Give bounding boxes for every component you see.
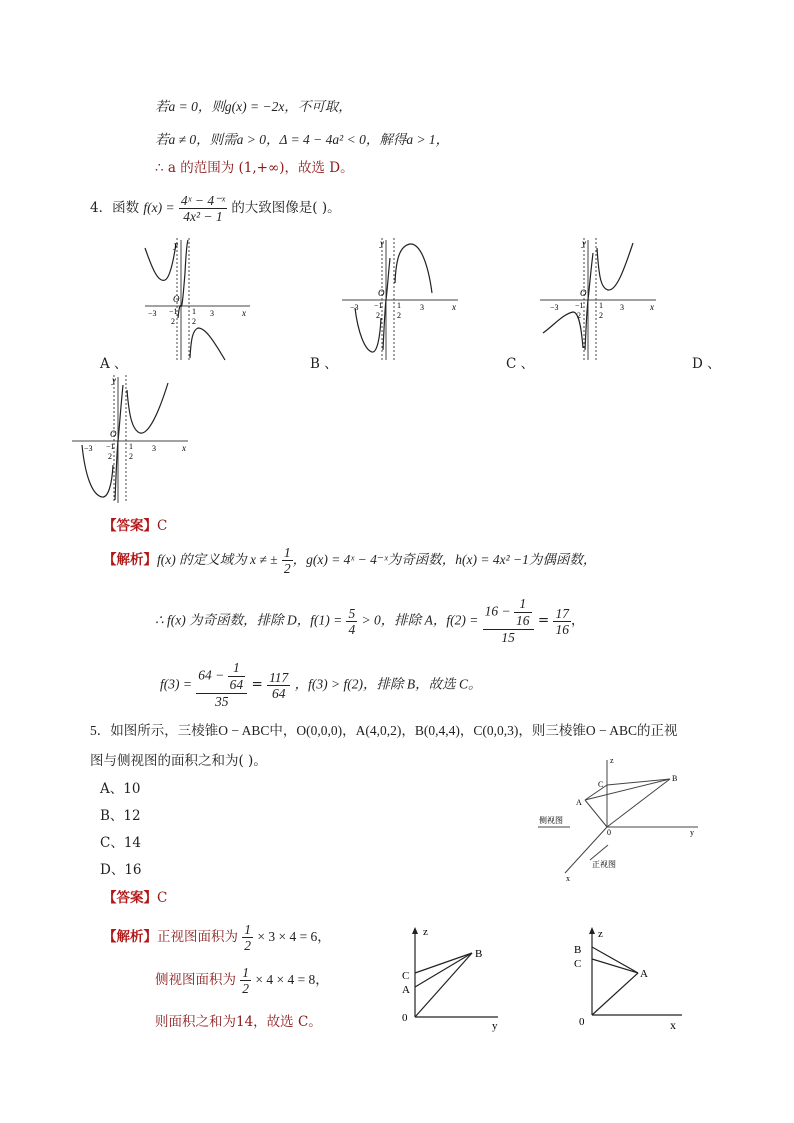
- q5-analysis-tag: 【解析】: [103, 929, 157, 945]
- fig3d-c: C: [598, 780, 604, 789]
- graph-a-origin: O: [173, 294, 180, 304]
- q4-answer: [103, 514, 167, 534]
- side-x: x: [670, 1018, 676, 1032]
- graph-c-tick-m1: −1: [575, 301, 584, 310]
- solution-line-1: 若a = 0，则g(x) = −2x，不可取，: [155, 99, 352, 114]
- q4-a3-part1: f(3) =: [160, 676, 192, 692]
- q4-answer-tag: 【答案】: [103, 518, 157, 534]
- q5-s2-part2: × 4 × 4 = 8，: [255, 972, 329, 987]
- q5-answer-value: C: [157, 890, 168, 906]
- side-z: z: [598, 928, 603, 940]
- side-o: 0: [579, 1016, 585, 1028]
- question-4-stem: [90, 193, 341, 224]
- graph-a-tick-2b: 2: [192, 317, 196, 326]
- q4-a3-f2-den: 64: [271, 685, 286, 701]
- option-b-label: B 、: [310, 356, 338, 372]
- q4-analysis-line-1: [103, 545, 596, 576]
- q5-s1-frac-den: 2: [244, 938, 252, 953]
- q5-answer-tag: 【答案】: [103, 890, 157, 906]
- q4-numerator: 4ˣ − 4⁻ˣ: [180, 193, 226, 208]
- q4-a2-f1-num: 5: [348, 605, 356, 621]
- graph-a-tick-2a: 2: [171, 317, 175, 326]
- graph-a-tick-m3: −3: [148, 309, 157, 318]
- graph-c-tick-2a: 2: [577, 311, 581, 320]
- q4-a2-f2-inner-num: 1: [514, 596, 532, 613]
- graph-c-origin: O: [580, 288, 587, 298]
- option-d-label: D 、: [692, 356, 721, 372]
- fig3d-a: A: [576, 798, 582, 807]
- q4-answer-value: C: [157, 518, 168, 534]
- q5-option-c: C、14: [100, 835, 142, 851]
- front-y: y: [492, 1020, 498, 1032]
- q4-a2-f2: [483, 596, 534, 646]
- q4-a1-half-num: 1: [283, 545, 291, 560]
- q4-a2-part2: > 0，排除 A，f(2) =: [361, 612, 479, 628]
- q5-s1-part1: 正视图面积为: [157, 929, 238, 945]
- q4-a2-f2-num-top: 16 −: [484, 603, 511, 619]
- question-5-stem-1: 5．如图所示，三棱锥O − ABC中，O(0,0,0)，A(4,0,2)，B(0,4,4)，C(0,0,3)，则三棱锥O − ABC的正视: [90, 723, 678, 738]
- q4-a2-f2-inner-den: 16: [516, 613, 530, 628]
- graph-c-tick-m3: −3: [550, 303, 559, 312]
- front-z: z: [423, 926, 428, 938]
- graph-b-tick-2a: 2: [376, 311, 380, 320]
- q4-analysis-line-3: [160, 660, 481, 710]
- graph-b-y-label: y: [380, 238, 384, 248]
- front-a: A: [402, 984, 410, 996]
- fig3d-o: 0: [607, 828, 611, 837]
- graph-d-origin: O: [110, 429, 117, 439]
- graph-a-tick-m1: −1: [169, 307, 178, 316]
- q4-a1-half: [282, 545, 293, 576]
- q4-a3-part2: ，f(3) > f(2)，排除 B，故选 C。: [294, 676, 482, 692]
- graph-b-tick-m1: −1: [374, 301, 383, 310]
- q4-a1-half-den: 2: [283, 561, 291, 576]
- q4-a3-eq: =: [251, 676, 263, 693]
- q4-a3-f1-inner: [228, 660, 246, 693]
- tetrahedron-3d-figure: [530, 755, 710, 885]
- graph-b-tick-3: 3: [420, 303, 424, 312]
- graph-d-tick-3: 3: [152, 444, 156, 453]
- q4-a2-f2-inner: [514, 596, 532, 629]
- fig3d-front-label: 正视图: [592, 860, 616, 869]
- q5-s1-part2: × 3 × 4 = 6，: [257, 929, 331, 944]
- graph-b-tick-m3: −3: [350, 303, 359, 312]
- q4-a2-f1: [346, 606, 357, 637]
- fig3d-x: x: [566, 874, 570, 883]
- q5-option-a: A、10: [100, 781, 141, 797]
- graph-a-x-label: x: [242, 308, 246, 318]
- q4-a3-f1-num-top: 64 −: [198, 667, 225, 683]
- q4-fx: f(x) =: [143, 200, 175, 215]
- graph-a-tick-3: 3: [210, 309, 214, 318]
- option-c-label: C 、: [506, 356, 535, 372]
- q5-analysis-line-1: [103, 922, 331, 953]
- q4-a2-end: ，: [570, 612, 585, 629]
- side-c: C: [574, 958, 582, 970]
- q4-a2-f3: [553, 606, 571, 637]
- q4-a3-f2-num: 117: [269, 669, 289, 685]
- graph-c-tick-2b: 2: [599, 311, 603, 320]
- q4-a3-f1-num: [196, 660, 247, 694]
- front-view-figure: [380, 925, 500, 1035]
- q5-analysis-line-2: [155, 965, 329, 996]
- graph-d-tick-m3: −3: [84, 444, 93, 453]
- q4-a2-f2-num: [483, 596, 534, 630]
- front-o: 0: [402, 1012, 408, 1024]
- graph-a-y-label: y: [174, 240, 178, 250]
- fig3d-y: y: [690, 828, 694, 837]
- graph-c-tick-3: 3: [620, 303, 624, 312]
- graph-option-d: [70, 375, 195, 505]
- solution-line-3: ∴ a 的范围为 (1,+∞)，故选 D。: [155, 160, 354, 176]
- graph-b-origin: O: [378, 288, 385, 298]
- q4-a3-f1-inner-den: 64: [229, 677, 244, 692]
- q5-s1-frac: [242, 922, 253, 953]
- q4-a2-f3-num: 17: [555, 605, 569, 621]
- q5-s1-frac-num: 1: [244, 922, 252, 937]
- side-b: B: [574, 944, 582, 956]
- q4-a1-part1: f(x) 的定义域为 x ≠ ±: [157, 552, 278, 567]
- q4-analysis-tag: 【解析】: [103, 552, 157, 568]
- graph-c-x-label: x: [650, 302, 654, 312]
- q5-s2-frac-num: 1: [242, 965, 250, 980]
- graph-option-a: [140, 238, 260, 363]
- q4-fraction: [179, 193, 227, 224]
- q4-suffix: 的大致图像是( )。: [231, 200, 341, 216]
- fig3d-side-label: 侧视图: [539, 816, 563, 825]
- q4-prefix: 4．函数: [90, 200, 140, 216]
- graph-d-y-label: y: [112, 375, 116, 385]
- q4-a2-f1-den: 4: [348, 621, 356, 637]
- graph-c-tick-1: 1: [599, 301, 603, 310]
- graph-c-y-label: y: [582, 238, 586, 248]
- q4-a2-f3-den: 16: [555, 621, 569, 637]
- graph-b-tick-2b: 2: [397, 311, 401, 320]
- q5-option-b: B、12: [100, 808, 141, 824]
- front-b: B: [475, 948, 483, 960]
- q4-a3-f1-den: 35: [214, 694, 229, 709]
- fig3d-b: B: [672, 774, 678, 783]
- q4-a3-f1-inner-num: 1: [228, 660, 246, 677]
- front-c: C: [402, 970, 410, 982]
- q4-a3-f1: [196, 660, 247, 710]
- q4-a2-eq: =: [537, 612, 550, 629]
- q5-analysis-line-3: 则面积之和为14，故选 C。: [155, 1014, 322, 1030]
- side-a: A: [640, 968, 648, 980]
- q5-s2-part1: 侧视图面积为: [155, 972, 236, 988]
- graph-option-b: [340, 238, 465, 363]
- graph-d-x-label: x: [182, 443, 186, 453]
- q4-a3-f2: [267, 670, 290, 701]
- graph-b-x-label: x: [452, 302, 456, 312]
- q4-analysis-line-2: [155, 596, 584, 646]
- graph-d-tick-m1: −1: [106, 442, 115, 451]
- side-view-figure: [560, 925, 690, 1035]
- graph-d-tick-2b: 2: [129, 452, 133, 461]
- q5-answer: [103, 886, 167, 906]
- graph-a-tick-1: 1: [192, 307, 196, 316]
- graph-d-tick-2a: 2: [108, 452, 112, 461]
- graph-b-tick-1: 1: [397, 301, 401, 310]
- q4-denominator: 4x² − 1: [183, 209, 223, 224]
- q4-a2-f2-den: 15: [501, 630, 515, 645]
- question-5-stem-2: 图与侧视图的面积之和为( )。: [90, 753, 267, 769]
- solution-line-2: 若a ≠ 0，则需a > 0，Δ = 4 − 4a² < 0，解得a > 1，: [155, 132, 450, 147]
- q5-s2-frac-den: 2: [242, 981, 250, 996]
- q4-a1-part2: ，g(x) = 4ˣ − 4⁻ˣ为奇函数，h(x) = 4x² −1为偶函数，: [292, 552, 597, 567]
- fig3d-z: z: [610, 756, 614, 765]
- q4-a2-part1: ∴ f(x) 为奇函数，排除 D，f(1) =: [155, 612, 343, 628]
- graph-d-tick-1: 1: [129, 442, 133, 451]
- q5-option-d: D、16: [100, 862, 142, 878]
- graph-option-c: [538, 238, 663, 363]
- q5-s2-frac: [240, 965, 251, 996]
- option-a-label: A 、: [100, 356, 128, 372]
